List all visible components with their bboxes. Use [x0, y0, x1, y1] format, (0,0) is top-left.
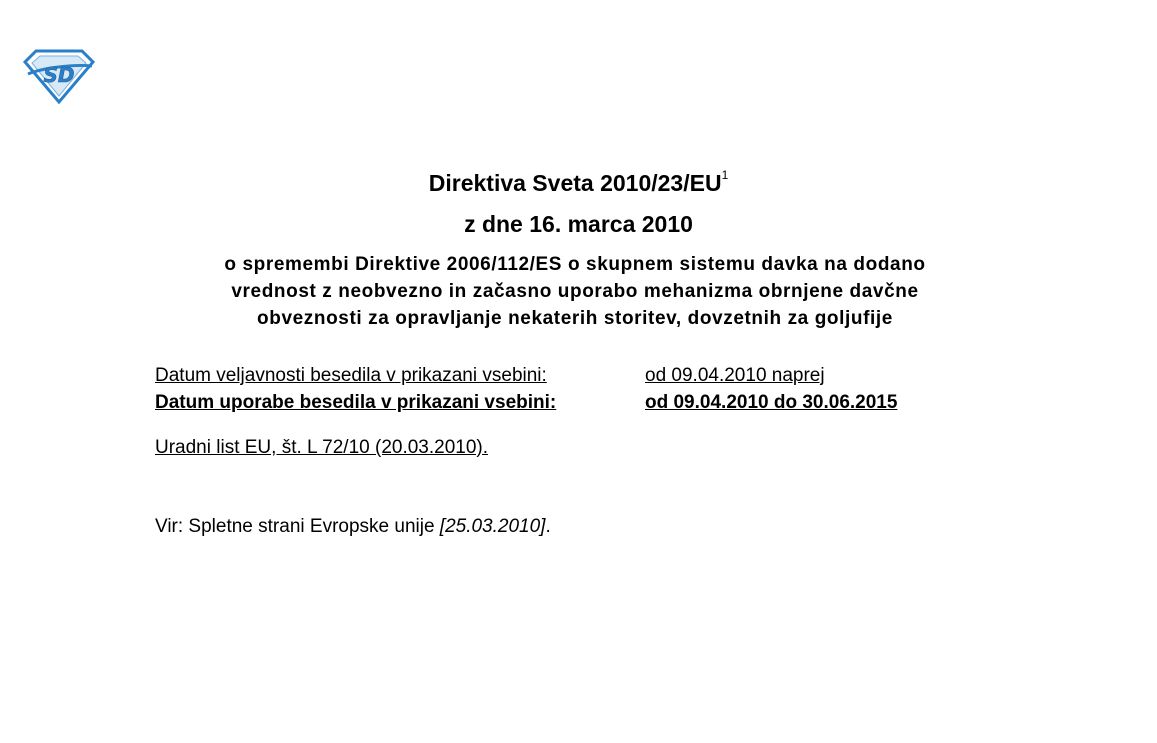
application-row: [155, 391, 1055, 415]
official-journal-link[interactable]: Uradni list EU, št. L 72/10 (20.03.2010).: [155, 437, 489, 458]
document-date: z dne 16. marca 2010: [464, 211, 693, 237]
logo: [22, 48, 96, 104]
document-title: [0, 170, 1157, 197]
application-label: Datum uporabe besedila v prikazani vsebini:: [155, 392, 557, 413]
logo-emblem-icon: [22, 48, 96, 104]
subtitle-line-3: obveznosti za opravljanje nekaterih storitev, dovzetnih za goljufije: [257, 308, 893, 329]
source-suffix: .: [545, 516, 551, 537]
source-line: [155, 516, 551, 538]
document-title-text: Direktiva Sveta 2010/23/EU: [428, 170, 722, 196]
subtitle-line-2: vrednost z neobvezno in začasno uporabo mehanizma obrnjene davčne: [231, 281, 919, 302]
source-prefix: Vir: Spletne strani Evropske unije: [155, 516, 440, 537]
source-date: [25.03.2010]: [439, 516, 546, 537]
logo-text: SD: [43, 63, 75, 87]
footnote-marker[interactable]: 1: [721, 168, 729, 183]
document-subtitle: [150, 251, 1000, 332]
subtitle-line-1: o spremembi Direktive 2006/112/ES o skupnem sistemu davka na dodano: [224, 254, 926, 275]
validity-label: Datum veljavnosti besedila v prikazani vsebini:: [155, 365, 547, 386]
validity-row: [155, 364, 1055, 388]
application-value: od 09.04.2010 do 30.06.2015: [645, 392, 898, 413]
validity-value: od 09.04.2010 naprej: [645, 365, 825, 386]
